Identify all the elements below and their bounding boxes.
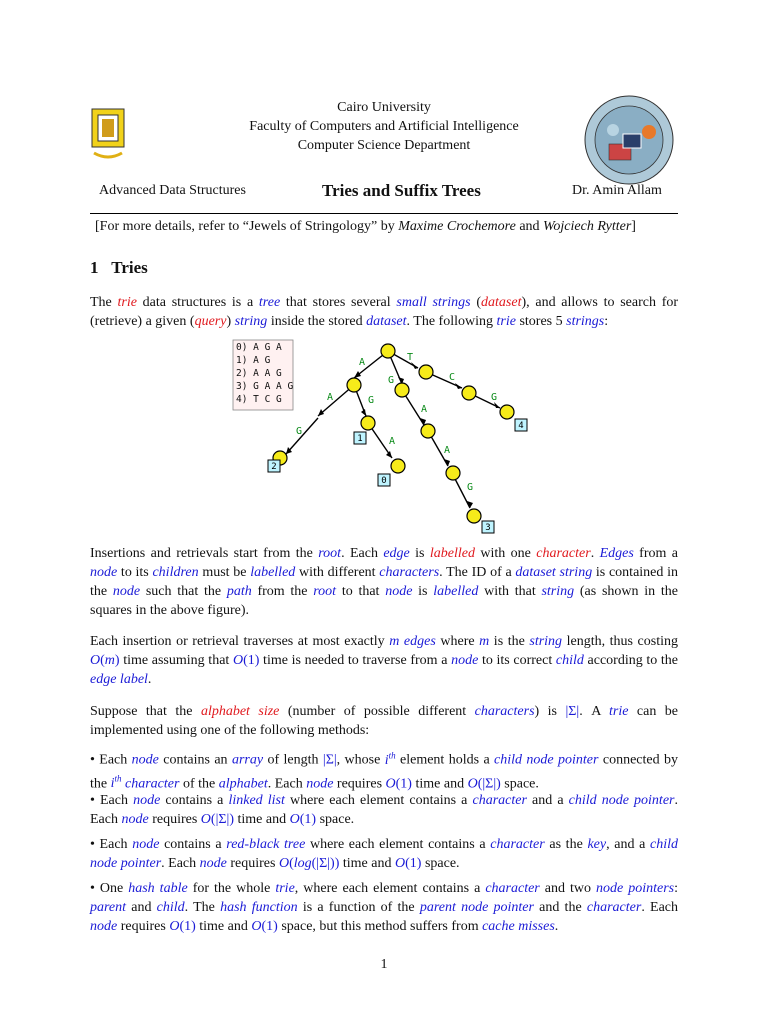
section-heading: 1 Tries [90, 258, 148, 277]
edge-label: A [359, 357, 366, 368]
trie-node [395, 383, 409, 397]
edge-label: A [389, 436, 396, 447]
edge-label: A [444, 445, 451, 456]
trie-node [419, 365, 433, 379]
dataset-line: 4) T C G [236, 394, 282, 405]
edge-label: C [449, 372, 456, 383]
department-name: Computer Science Department [297, 138, 471, 153]
title-rule [90, 213, 678, 214]
trie-node [361, 416, 375, 430]
paragraph-insertion: Insertions and retrievals start from the root. Each edge is labelled with one character. Edges from a node to its children must be labelled with different characters. The ID of a dataset string is contained in the node such that the path from the root to that node is labelled with that string (as shown in the squares in the above figure). [90, 546, 678, 618]
paragraph-complexity: Each insertion or retrieval traverses at most exactly m edges where m is the string length, thus costing O(m) time assuming that O(1) time is needed to traverse from a node to its correct child according to the edge label. [90, 634, 679, 687]
string-id-label: 3 [485, 523, 491, 533]
string-id-label: 4 [518, 421, 524, 431]
bullet-array: • Each node contains an array of length |Σ|, whose $i^{th}$ element holds a child node pointer connected by the $i^{th}$ character of the alphabet. Each node requires O(1) time and O(|Σ|) space. [90, 750, 679, 792]
page-number: 1 [380, 957, 388, 972]
string-id-label: 1 [357, 434, 363, 444]
paragraph-intro: The trie data structures is a tree that stores several small strings (dataset), and allows to search for (retrieve) a given (query) string inside the stored dataset. The following trie stores 5 strings: [90, 295, 679, 329]
dataset-line: 3) G A A G [236, 381, 294, 392]
author-name: Dr. Amin Allam [572, 183, 662, 198]
edge-label: G [467, 482, 474, 493]
dataset-line: 2) A A G [236, 368, 282, 379]
course-name: Advanced Data Structures [99, 183, 246, 198]
trie-node [446, 466, 460, 480]
trie-node [500, 405, 514, 419]
trie-node [467, 509, 481, 523]
trie-figure [230, 338, 530, 538]
edge-label: A [327, 392, 334, 403]
edge-label: T [407, 352, 414, 363]
bullet-hash-table: • One hash table for the whole trie, where each element contains a character and two node pointers: parent and child. The hash function is a function of the parent node pointer and the character. Each node requires O(1) time and O(1) space, but this method suffers from cache misses. [90, 881, 678, 934]
faculty-name: Faculty of Computers and Artificial Intelligence [249, 119, 519, 134]
edge-label: G [388, 375, 395, 386]
edge-label: G [296, 426, 303, 437]
trie-node [347, 378, 361, 392]
bullet-linked-list: • Each node contains a linked list where each element contains a character and a child node pointer. Each node requires O(|Σ|) time and O(1) space. [90, 793, 678, 827]
document-title: Tries and Suffix Trees [322, 181, 481, 200]
trie-node [381, 344, 395, 358]
university-name: Cairo University [337, 100, 431, 115]
edge-label: G [491, 392, 498, 403]
edge-label: G [368, 395, 375, 406]
dataset-line: 0) A G A [236, 342, 282, 353]
string-id-label: 0 [381, 476, 387, 486]
trie-node [462, 386, 476, 400]
trie-node [421, 424, 435, 438]
paragraph-alphabet: Suppose that the alphabet size (number of possible different characters) is |Σ|. A trie can be implemented using one of the following methods: [90, 704, 679, 738]
trie-node [391, 459, 405, 473]
reference-note: [For more details, refer to “Jewels of Stringology” by Maxime Crochemore and Wojciech Rytter] [95, 219, 636, 234]
edge-label: A [421, 404, 428, 415]
string-id-label: 2 [271, 462, 277, 472]
dataset-line: 1) A G [236, 355, 271, 366]
bullet-red-black-tree: • Each node contains a red-black tree where each element contains a character as the key, and a child node pointer. Each node requires O(log(|Σ|)) time and O(1) space. [90, 837, 678, 871]
